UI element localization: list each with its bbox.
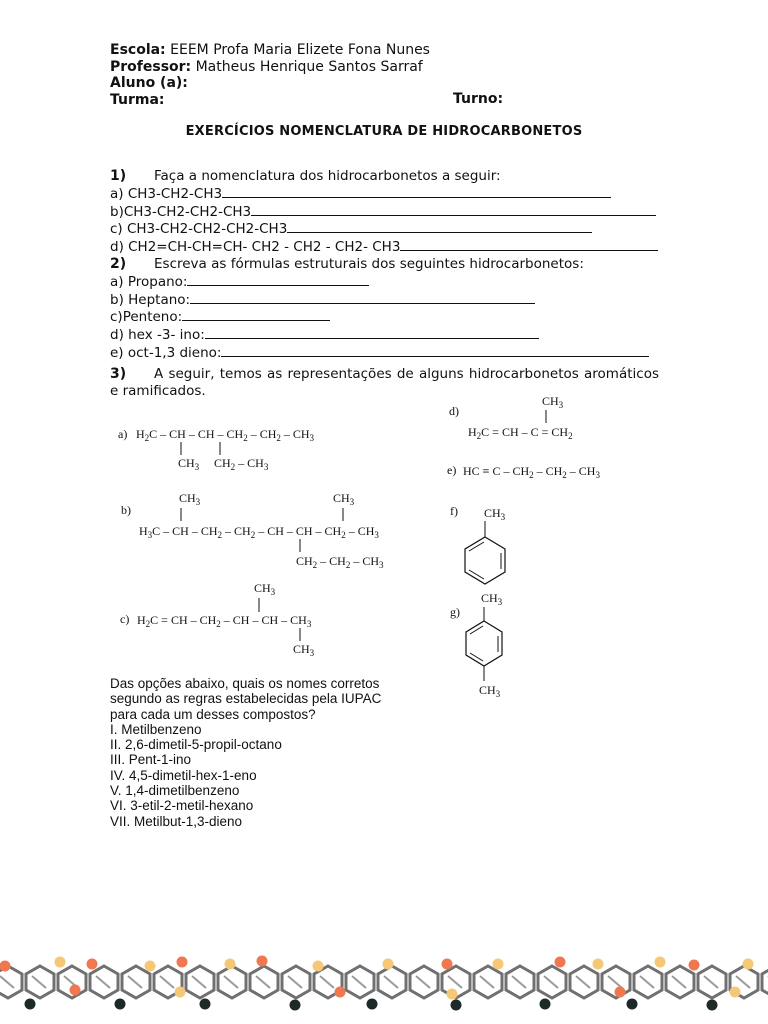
chain-atom-dot — [367, 999, 378, 1010]
q2-item-b: b) Heptano: — [110, 291, 660, 309]
structure-g — [450, 591, 503, 699]
q1-item-c: c) CH3-CH2-CH2-CH2-CH3 — [110, 220, 660, 238]
benzene-ring — [465, 537, 505, 584]
chain-bond — [416, 976, 430, 988]
q2-item-a: a) Propano: — [110, 273, 660, 291]
chain-bond — [544, 976, 558, 988]
chain-bond — [0, 976, 14, 988]
aluno-line: Aluno (a): — [110, 75, 188, 91]
q1-item-a: a) CH3-CH2-CH3 — [110, 185, 660, 203]
option-item: VII. Metilbut-1,3-dieno — [110, 813, 243, 829]
chain-bond — [128, 976, 142, 988]
chain-atom-dot — [257, 956, 268, 967]
chain-atom-dot — [707, 1000, 718, 1011]
chain-atom-dot — [383, 959, 394, 970]
turno-label: Turno: — [453, 91, 504, 107]
chain-bond — [160, 976, 174, 988]
answer-blank[interactable] — [287, 220, 592, 233]
chain-atom-dot — [25, 999, 36, 1010]
chain-atom-dot — [335, 987, 346, 998]
chain-bond — [704, 976, 718, 988]
chain-bond — [32, 976, 46, 988]
chain-atom-dot — [290, 1000, 301, 1011]
q1-item-b: b)CH3-CH2-CH2-CH3 — [110, 203, 660, 221]
q2-item-c: c)Penteno: — [110, 308, 660, 326]
answer-blank[interactable] — [187, 273, 369, 286]
answer-blank[interactable] — [205, 326, 539, 339]
options-question: segundo as regras estabelecidas pela IUPAC — [110, 691, 382, 707]
formula-text: $H_2C$ = CH – $C = CH_2$ — [468, 425, 573, 441]
chain-atom-dot — [743, 959, 754, 970]
formula-text: $CH_3$ — [479, 683, 501, 699]
formula-text: $CH_2 - CH_3$ — [214, 456, 269, 472]
answer-blank[interactable] — [222, 185, 611, 198]
chain-bond — [640, 976, 654, 988]
q2-item-d: d) hex -3- ino: — [110, 326, 660, 344]
options-question: para cada um desses compostos? — [110, 706, 316, 722]
svg-text:c): c) — [120, 612, 130, 626]
chain-bond — [576, 976, 590, 988]
option-item: III. Pent-1-ino — [110, 752, 192, 768]
option-item: II. 2,6-dimetil-5-propil-octano — [110, 737, 282, 753]
chain-bond — [224, 976, 238, 988]
chain-atom-dot — [451, 1000, 462, 1011]
chain-bond — [512, 976, 526, 988]
formula-text: $CH_3$ — [178, 456, 200, 472]
option-item: V. 1,4-dimetilbenzeno — [110, 783, 240, 799]
formula-text: $CH_3$ — [179, 491, 201, 507]
option-item: VI. 3-etil-2-metil-hexano — [110, 798, 254, 814]
chain-atom-dot — [200, 999, 211, 1010]
q2-item-e: e) oct-1,3 dieno: — [110, 344, 660, 362]
structure-e — [447, 463, 600, 480]
chain-bond — [96, 976, 110, 988]
formula-text: $H_2C$ – CH – CH – $CH_2 - CH_2 - CH_3$ — [136, 427, 315, 443]
chain-atom-dot — [493, 959, 504, 970]
structure-f — [450, 504, 506, 584]
options-question: Das opções abaixo, quais os nomes corretos — [110, 676, 380, 691]
svg-text:g): g) — [450, 605, 460, 619]
chain-atom-dot — [87, 959, 98, 970]
structure-c — [120, 581, 315, 658]
formula-text: $CH_3$ — [254, 581, 276, 597]
chain-atom-dot — [175, 987, 186, 998]
page-title: EXERCÍCIOS NOMENCLATURA DE HIDROCARBONETOS — [185, 124, 583, 139]
chain-hexagon — [762, 966, 768, 998]
formula-text: $CH_3$ — [484, 506, 506, 522]
chain-bond — [448, 976, 462, 988]
formula-text: $H_3C$ – CH – $CH_2 - CH_2$ – CH – CH – $CH_2 - CH_3$ — [139, 524, 379, 540]
structures-figure — [0, 390, 768, 700]
chain-atom-dot — [615, 987, 626, 998]
chain-bond — [192, 976, 206, 988]
benzene-ring — [466, 621, 502, 666]
answer-blank[interactable] — [400, 238, 658, 251]
chain-bond — [384, 976, 398, 988]
svg-text:b): b) — [121, 503, 131, 517]
header — [110, 42, 430, 108]
chain-atom-dot — [0, 961, 11, 972]
chain-atom-dot — [145, 961, 156, 972]
svg-text:d): d) — [449, 404, 459, 418]
formula-text: $CH_3$ — [481, 591, 503, 607]
option-item: IV. 4,5-dimetil-hex-1-eno — [110, 767, 257, 783]
professor-line: Professor: Matheus Henrique Santos Sarraf — [110, 58, 423, 75]
q2-prompt: 2) Escreva as fórmulas estruturais dos seguintes hidrocarbonetos: — [110, 255, 584, 272]
chain-bond — [288, 976, 302, 988]
q3-prompt: 3) A seguir, temos as representações de alguns hidrocarbonetos aromáticos e ramificados. — [110, 366, 659, 399]
option-item: I. Metilbenzeno — [110, 721, 202, 737]
q1-item-d: d) CH2=CH-CH=CH- CH2 - CH2 - CH2- CH3 — [110, 238, 660, 256]
q1-prompt: 1) Faça a nomenclatura dos hidrocarbonetos a seguir: — [110, 168, 501, 184]
chain-bond — [320, 976, 334, 988]
answer-blank[interactable] — [190, 291, 535, 304]
answer-options — [110, 676, 381, 829]
chain-bond — [736, 976, 750, 988]
chain-atom-dot — [177, 957, 188, 968]
chain-atom-dot — [70, 985, 81, 996]
molecule-chain-footer — [0, 952, 768, 1012]
chain-atom-dot — [730, 987, 741, 998]
formula-text: $CH_3$ — [542, 394, 564, 410]
chain-bond — [256, 976, 270, 988]
chain-atom-dot — [655, 957, 666, 968]
formula-text: $CH_3$ — [293, 642, 315, 658]
svg-text:a): a) — [118, 427, 128, 441]
turma-line: Turma: — [110, 91, 165, 108]
svg-text:e): e) — [447, 463, 457, 477]
structure-b — [121, 491, 384, 570]
structure-d — [449, 394, 573, 441]
structure-a — [118, 427, 315, 472]
chain-atom-dot — [689, 960, 700, 971]
chain-atom-dot — [115, 999, 126, 1010]
answer-blank[interactable] — [251, 203, 656, 216]
chain-bond — [608, 976, 622, 988]
chain-atom-dot — [555, 957, 566, 968]
chain-atom-dot — [593, 959, 604, 970]
answer-blank[interactable] — [221, 344, 649, 357]
formula-text: $H_2C$ = CH – $CH_2$ – CH – CH – $CH_3$ — [137, 613, 312, 629]
questions-1-2 — [110, 168, 660, 362]
chain-atom-dot — [55, 957, 66, 968]
chain-atom-dot — [442, 959, 453, 970]
formula-text: HC ≡ C – $CH_2 - CH_2 - CH_3$ — [463, 464, 600, 480]
chain-atom-dot — [447, 989, 458, 1000]
chain-atom-dot — [627, 999, 638, 1010]
escola-line: Escola: EEEM Profa Maria Elizete Fona Nunes — [110, 42, 430, 58]
svg-text:f): f) — [450, 504, 458, 518]
formula-text: $CH_3$ — [333, 491, 355, 507]
formula-text: $CH_2 - CH_2 - CH_3$ — [296, 554, 384, 570]
chain-atom-dot — [313, 961, 324, 972]
chain-bond — [672, 976, 686, 988]
chain-atom-dot — [540, 999, 551, 1010]
answer-blank[interactable] — [182, 308, 330, 321]
chain-atom-dot — [225, 959, 236, 970]
chain-bond — [480, 976, 494, 988]
chain-bond — [352, 976, 366, 988]
